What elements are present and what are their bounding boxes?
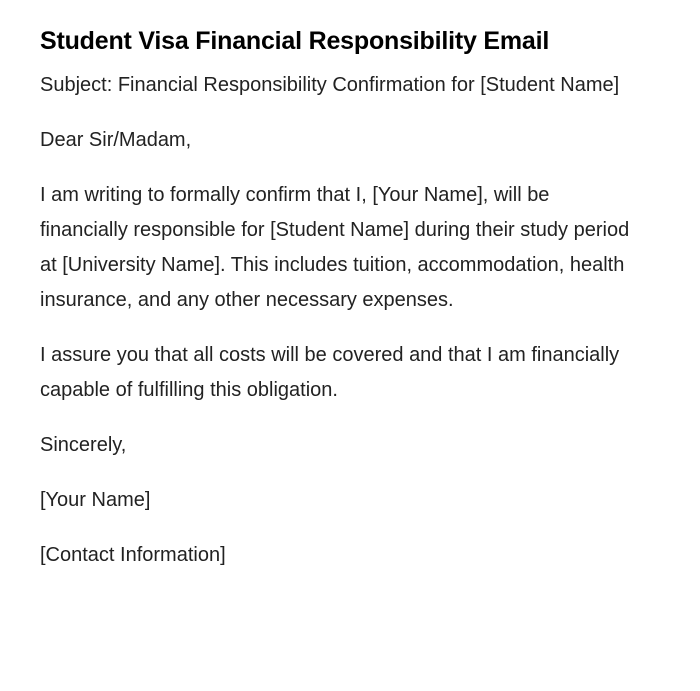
email-document: [40, 24, 640, 593]
document-title: Student Visa Financial Responsibility Email: [40, 27, 550, 55]
signature-contact: [Contact Information]: [40, 544, 226, 566]
email-body-paragraph-1: I am writing to formally confirm that I, [Your Name], will be financially responsible for [Student Name] during their study period at [University Name]. This includes tuition, accommodation, health insurance, and any other necessary expenses.: [40, 184, 630, 311]
signature-name: [Your Name]: [40, 489, 151, 511]
email-body-paragraph-2: I assure you that all costs will be covered and that I am financially capable of fulfilling this obligation.: [40, 344, 620, 401]
email-closing: Sincerely,: [40, 434, 127, 456]
email-subject: Subject: Financial Responsibility Confirmation for [Student Name]: [40, 74, 620, 96]
email-greeting: Dear Sir/Madam,: [40, 129, 192, 151]
